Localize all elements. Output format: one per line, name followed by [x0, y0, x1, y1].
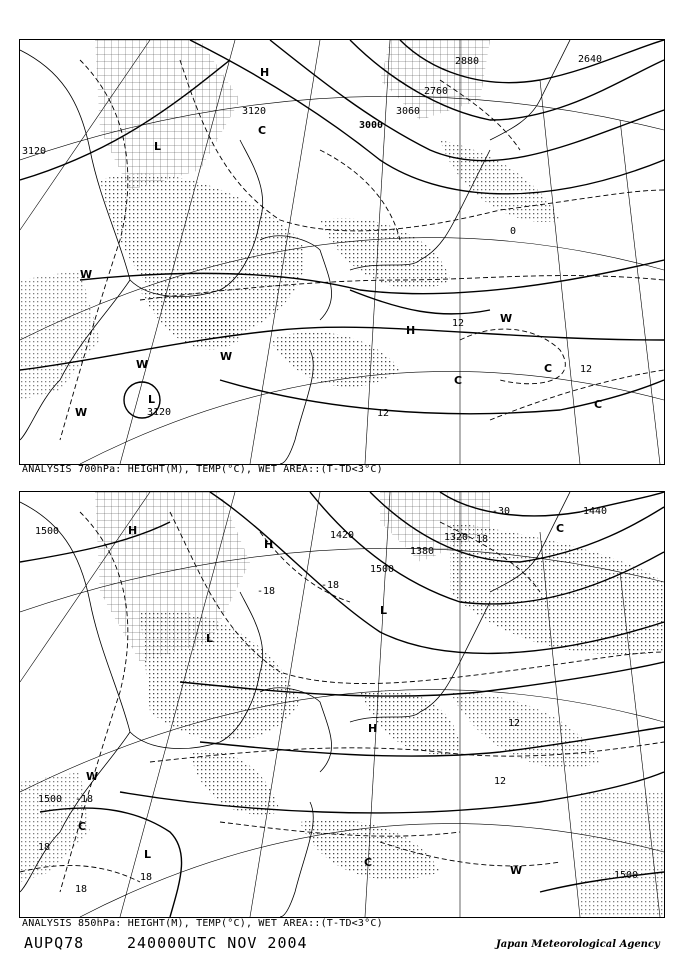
warm-center-symbol: W: [86, 770, 99, 783]
warm-center-symbol: W: [500, 312, 513, 325]
cold-center-symbol: C: [364, 856, 373, 869]
temp-label: 18: [140, 872, 153, 883]
temp-label: 12: [580, 364, 593, 375]
valid-time: 240000UTC NOV 2004: [127, 934, 308, 952]
temp-label: 18: [476, 534, 489, 545]
height-label: 1320: [444, 532, 469, 543]
high-center-symbol: H: [264, 538, 274, 551]
caption-700hpa: ANALYSIS 700hPa: HEIGHT(M), TEMP(°C), WET AREA::(T-TD<3°C): [22, 464, 383, 475]
agency-name: Japan Meteorological Agency: [496, 939, 660, 950]
height-label: 1500: [370, 564, 395, 575]
warm-center-symbol: W: [510, 864, 523, 877]
height-label: 2880: [455, 56, 480, 67]
chart-code: AUPQ78: [24, 934, 85, 952]
height-label: 2760: [424, 86, 449, 97]
map-700hpa-graphic: [20, 40, 664, 464]
cold-center-symbol: C: [258, 124, 267, 137]
cold-center-symbol: C: [594, 398, 603, 411]
height-label: 3000: [359, 120, 384, 131]
warm-center-symbol: W: [220, 350, 233, 363]
cold-center-symbol: C: [556, 522, 565, 535]
height-label: 3060: [396, 106, 421, 117]
temp-label: 12: [494, 776, 507, 787]
temp-label: 12: [377, 408, 390, 419]
high-center-symbol: H: [260, 66, 270, 79]
warm-center-symbol: W: [75, 406, 88, 419]
warm-center-symbol: W: [136, 358, 149, 371]
height-label: 1500: [35, 526, 60, 537]
low-center-symbol: L: [148, 393, 156, 406]
height-label: 1420: [330, 530, 355, 541]
high-center-symbol: H: [368, 722, 378, 735]
temp-label: 18: [38, 842, 51, 853]
high-center-symbol: H: [128, 524, 138, 537]
warm-center-symbol: W: [80, 268, 93, 281]
height-label: 3120: [22, 146, 47, 157]
low-center-symbol: L: [154, 140, 162, 153]
height-label: 3120: [147, 407, 172, 418]
height-label: 3120: [242, 106, 267, 117]
cold-center-symbol: C: [544, 362, 553, 375]
temp-label: 18: [75, 884, 88, 895]
height-label: 1440: [583, 506, 608, 517]
high-center-symbol: H: [406, 324, 416, 337]
map-panel-700hpa: [19, 39, 665, 465]
temp-label: -18: [257, 586, 276, 597]
map-panel-850hpa: [19, 491, 665, 918]
height-label: 2640: [578, 54, 603, 65]
height-label: 1500: [614, 870, 639, 881]
cold-center-symbol: C: [78, 820, 87, 833]
wet-areas: [20, 492, 664, 917]
height-label: 1380: [410, 546, 435, 557]
temp-label: -30: [492, 506, 511, 517]
temp-label: 0: [510, 226, 517, 237]
low-center-symbol: L: [380, 604, 388, 617]
map-850hpa-graphic: [20, 492, 664, 917]
temp-label: -18: [321, 580, 340, 591]
height-label: 1500: [38, 794, 63, 805]
low-center-symbol: L: [144, 848, 152, 861]
temp-label: 12: [452, 318, 465, 329]
low-center-symbol: L: [206, 632, 214, 645]
temp-label: -18: [75, 794, 94, 805]
cold-center-symbol: C: [454, 374, 463, 387]
temp-label: 12: [508, 718, 521, 729]
caption-850hpa: ANALYSIS 850hPa: HEIGHT(M), TEMP(°C), WET AREA::(T-TD<3°C): [22, 918, 383, 929]
